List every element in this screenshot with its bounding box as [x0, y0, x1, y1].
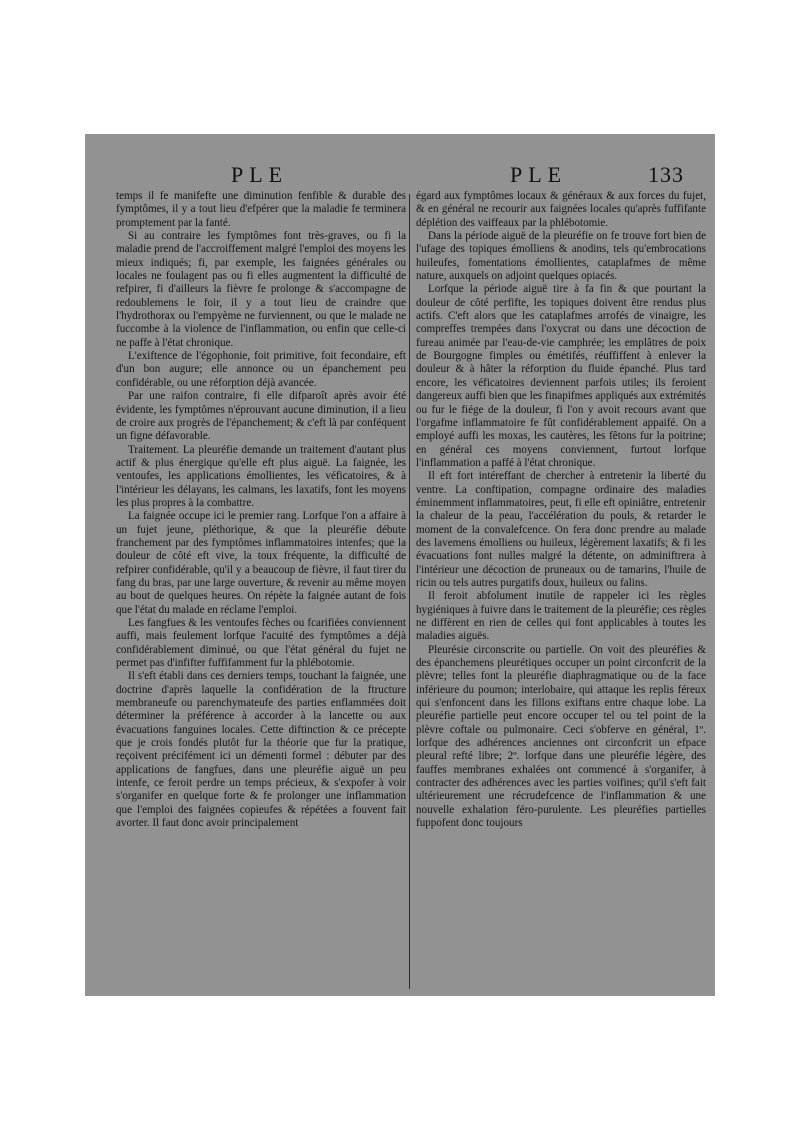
running-header — [85, 162, 715, 192]
paragraph: Les fangfues & les ventoufes fèches ou fcarifiées conviennent auffi, mais feulement lorfque l'acuité des fymptômes a déjà confidérablement diminué, ou que l'état général du fujet ne permet pas d'infifter fuffifamment fur la phlébotomie. — [116, 617, 406, 670]
right-column — [416, 190, 706, 990]
paragraph: La faignée occupe ici le premier rang. Lorfque l'on a affaire à un fujet jeune, pléthorique, & que la pleuréfie débute franchement par des fymptômes inflammatoires intenfes; que la douleur de côté eft vive, la toux fréquente, la difficulté de refpirer confidérable, qu'il y a beaucoup de fièvre, il faut tirer du fang du bras, par une large ouverture, & revenir au même moyen au bout de quelques heures. On répète la faignée autant de fois que l'état du malade en réclame l'emploi. — [116, 510, 406, 616]
paragraph: Dans la période aiguë de la pleuréfie on fe trouve fort bien de l'ufage des topiques émolliens & anodins, tels qu'embrocations huileufes, fomentations émollientes, cataplafmes de même nature, auxquels on adjoint quelques opiacés. — [416, 230, 706, 283]
paragraph: temps il fe manifefte une diminution fenfible & durable des fymptômes, il y a tout lieu d'efpérer que la maladie fe terminera promptement par la fanté. — [116, 190, 406, 229]
paragraph: Il s'eft établi dans ces derniers temps, touchant la faignée, une doctrine d'après laquelle la confidération de la ftructure membraneufe ou parenchymateufe des parties enflammées doit déterminer la préférence à accorder à la lancette ou aux évacuations fanguines locales. Cette diftinction & ce précepte que je crois fondés plutôt fur la théorie que fur la pratique, reçoivent précifément ici un démenti formel : débuter par des applications de fangfues, dans une pleuréfie aiguë un peu intenfe, ce feroit perdre un temps précieux, & s'expofer à voir s'organifer en quelque forte & fe prolonger une inflammation que l'emploi des faignées copieufes & répétées a fouvent fait avorter. Il faut donc avoir principalement — [116, 670, 406, 830]
paragraph: égard aux fymptômes locaux & généraux & aux forces du fujet, & en général ne recourir aux faignées locales qu'après fuffifante déplétion des vaiffeaux par la phlébotomie. — [416, 190, 706, 229]
page-number: 133 — [648, 162, 684, 187]
paragraph: Si au contraire les fymptômes font très-graves, ou fi la maladie prend de l'accroiffement malgré l'emploi des moyens les mieux indiqués; fi, par exemple, les faignées générales ou locales ne foulagent pas ou fi elles augmentent la difficulté de refpirer, fi d'ailleurs la fièvre fe prolonge & s'accompagne de redoublemens le foir, il y a tout lieu de craindre que l'hydrothorax ou l'empyème ne furviennent, ou que le malade ne fuccombe à la violence de l'inflammation, ou enfin que celle-ci ne paffe à l'état chronique. — [116, 230, 406, 349]
column-rule — [409, 194, 410, 989]
left-running-head: PLE — [231, 162, 289, 187]
paragraph: Il eft fort intéreffant de chercher à entretenir la liberté du ventre. La conftipation, compagne ordinaire des maladies éminemment inflammatoires, peut, fi elle eft opiniâtre, entretenir la chaleur de la peau, l'accélération du pouls, & retarder le moment de la convalefcence. On fera donc prendre au malade des lavemens émolliens ou huileux, légèrement laxatifs; & fi les évacuations font nulles malgré la détente, on adminiftrera à l'intérieur une décoction de pruneaux ou de tamarins, l'huile de ricin ou tels autres purgatifs doux, huileux ou falins. — [416, 470, 706, 589]
paragraph: Traitement. La pleuréfie demande un traitement d'autant plus actif & plus énergique qu'elle eft plus aiguë. La faignée, les ventoufes, les applications émollientes, les véficatoires, & à l'intérieur les délayans, les calmans, les laxatifs, font les moyens les plus propres à la combattre. — [116, 443, 406, 509]
scanned-page — [85, 134, 715, 996]
paragraph: Il feroit abfolument inutile de rappeler ici les règles hygiéniques à fuivre dans le traitement de la pleuréfie; ces règles ne diffèrent en rien de celles qui font applicables à toutes les maladies aiguës. — [416, 590, 706, 643]
left-column — [116, 190, 406, 990]
paragraph: Pleurésie circonscrite ou partielle. On voit des pleuréfies & des épanchemens pleurétiques occuper un point circonfcrit de la plèvre; telles font la pleuréfie diaphragmatique ou de la face inférieure du poumon; interlobaire, qui attaque les replis féreux qui s'enfoncent dans les fillons exiftans entre chaque lobe. La pleuréfie partielle peut encore occuper tel ou tel point de la plèvre coftale ou pulmonaire. Ceci s'obferve en général, 1º. lorfque des adhérences anciennes ont circonfcrit un efpace pleural refté libre; 2º. lorfque dans une pleuréfie légère, des fauffes membranes exhalées ont commencé à s'organifer, à contracter des adhérences avec les parties voifines; qu'il s'eft fait ultérieurement une récrudefcence de l'inflammation & une nouvelle exhalation féro-purulente. Les pleuréfies partielles fuppofent donc toujours — [416, 643, 706, 830]
right-running-head: PLE — [510, 162, 568, 187]
paragraph: L'exiftence de l'égophonie, foit primitive, foit fecondaire, eft d'un bon augure; elle annonce ou un épanchement peu confidérable, ou une réforption déjà avancée. — [116, 350, 406, 389]
paragraph: Lorfque la période aiguë tire à fa fin & que pourtant la douleur de côté perfifte, les topiques doivent être rendus plus actifs. C'eft alors que les cataplafmes arrofés de vinaigre, les compreffes trempées dans l'oxycrat ou dans une décoction de fureau animée par l'eau-de-vie camphrée; les emplâtres de poix de Bourgogne fimples ou émétifés, réuffiffent à enlever la douleur & à hâter la réforption du fluide épanché. Plus tard encore, les véficatoires deviennent parfois utiles; ils feroient dangereux auffi bien que les finapifmes appliqués aux extrémités ou fur le fiége de la douleur, fi l'on y avoit recours avant que l'orgafme inflammatoire fe fût confidérablement appaifé. On a employé auffi les moxas, les cautères, les fêtons fur la poitrine; en général ces moyens conviennent, furtout lorfque l'inflammation a paffé à l'état chronique. — [416, 283, 706, 469]
paragraph: Par une raifon contraire, fi elle difparoît après avoir été évidente, les fymptômes n'éprouvant aucune diminution, il a lieu de croire aux progrès de l'épanchement; & c'eft là par conféquent un figne défavorable. — [116, 390, 406, 443]
